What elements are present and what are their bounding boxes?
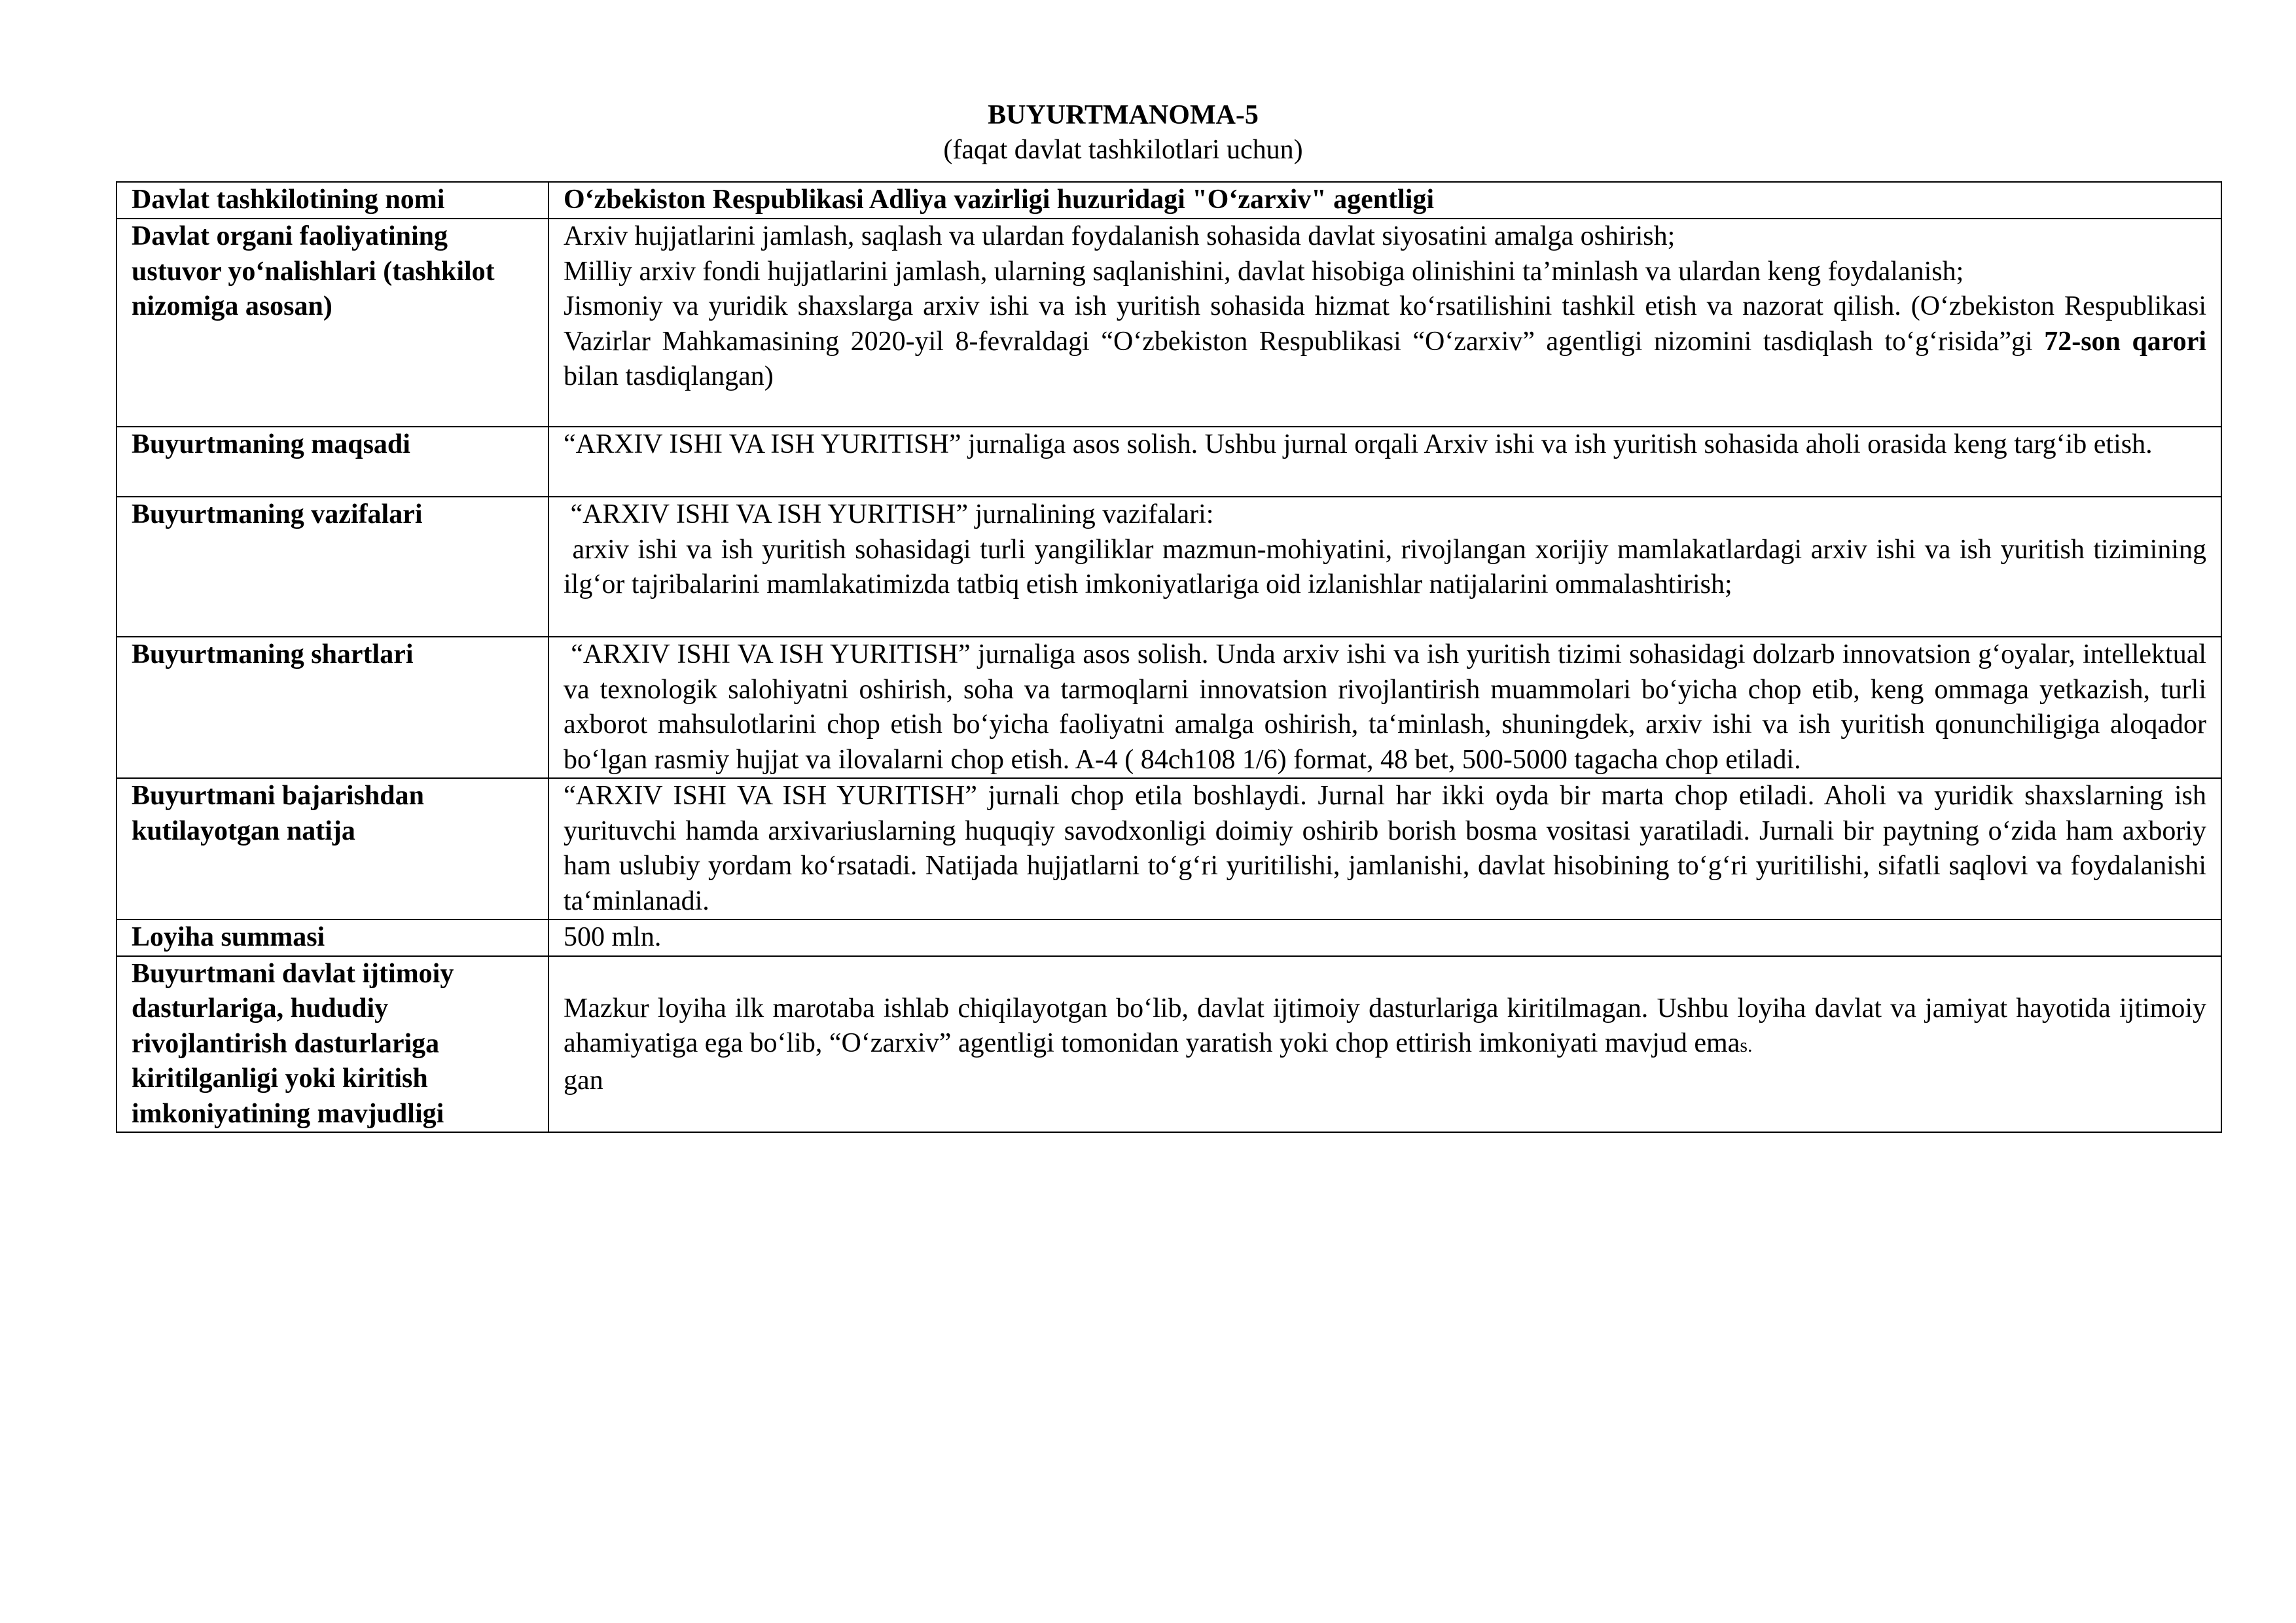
order-table bbox=[116, 181, 2222, 1133]
row-value-goal: “ARXIV ISHI VA ISH YURITISH” jurnaliga asos solish. Ushbu jurnal orqali Arxiv ishi va ish yuritish sohasida aholi orasida keng targ‘ib etish. bbox=[548, 427, 2221, 497]
table-row bbox=[117, 497, 2221, 637]
row-value-expected-result: “ARXIV ISHI VA ISH YURITISH” jurnali chop etila boshlaydi. Jurnal har ikki oyda bir marta chop etiladi. Aholi va yuridik shaxslarning ish yurituvchi hamda arxivariuslarning huquqiy savodxonligi doimiy oshirib borish bosma vositasi yaratiladi. Jurnali bir paytning o‘zida ham axboriy ham uslubiy yordam ko‘rsatadi. Natijada hujjatlarni to‘g‘ri yuritilishi, jamlanishi, davlat hisobining to‘g‘ri yuritilishi, sifatli saqlovi va foydalanishi ta‘minlanadi. bbox=[548, 778, 2221, 919]
row-label-goal: Buyurtmaning maqsadi bbox=[117, 427, 548, 497]
table-row bbox=[117, 219, 2221, 427]
row-label-programs: Buyurtmani davlat ijtimoiy dasturlariga, hududiy rivojlantirish dasturlariga kiritilganligi yoki kiritish imkoniyatining mavjudligi bbox=[117, 956, 548, 1133]
programs-paragraph-1-text: Mazkur loyiha ilk marotaba ishlab chiqilayotgan bo‘lib, davlat ijtimoiy dasturlariga kiritilmagan. Ushbu loyiha davlat va jamiyat hayotida ijtimoiy ahamiyatiga ega bo‘lib, “O‘zarxiv” agentligi tomonidan yaratish yoki chop ettirish imkoniyati mavjud ema bbox=[564, 993, 2206, 1058]
table-row bbox=[117, 778, 2221, 919]
programs-paragraph-1 bbox=[564, 991, 2206, 1063]
row-label-tasks: Buyurtmaning vazifalari bbox=[117, 497, 548, 637]
decree-number: 72-son qarori bbox=[2044, 326, 2207, 357]
tasks-paragraph-2: arxiv ishi va ish yuritish sohasidagi turli yangiliklar mazmun-mohiyatini, rivojlangan xorijiy mamlakatlardagi arxiv ishi va ish yuritish tizimining ilg‘or tajribalarini mamlakatimizda tatbiq etish imkoniyatlariga oid izlanishlar natijalarini ommalashtirish; bbox=[564, 534, 2214, 599]
row-label-expected-result: Buyurtmani bajarishdan kutilayotgan natija bbox=[117, 778, 548, 919]
document-subtitle: (faqat davlat tashkilotlari uchun) bbox=[943, 135, 1303, 165]
row-value-project-sum: 500 mln. bbox=[548, 919, 2221, 956]
row-label-organization: Davlat tashkilotining nomi bbox=[117, 182, 548, 219]
priority-paragraph-3-end: bilan tasdiqlangan) bbox=[564, 361, 774, 391]
row-label-project-sum: Loyiha summasi bbox=[117, 919, 548, 956]
tasks-paragraph-1: “ARXIV ISHI VA ISH YURITISH” jurnalining vazifalari: bbox=[564, 499, 1214, 529]
table-row bbox=[117, 956, 2221, 1133]
row-value-priorities bbox=[548, 219, 2221, 427]
row-value-organization: O‘zbekiston Respublikasi Adliya vazirligi huzuridagi "O‘zarxiv" agentligi bbox=[548, 182, 2221, 219]
row-label-conditions: Buyurtmaning shartlari bbox=[117, 637, 548, 778]
priority-paragraph-3-text: Jismoniy va yuridik shaxslarga arxiv ishi va ish yuritish sohasida hizmat ko‘rsatilishini tashkil etish va nazorat qilish. (O‘zbekiston Respublikasi Vazirlar Mahkamasining 2020-yil 8-fevraldagi “O‘zbekiston Respublikasi “O‘zarxiv” agentligi nizomini tasdiqlash to‘g‘risida”gi bbox=[564, 291, 2206, 357]
table-row bbox=[117, 182, 2221, 219]
row-value-tasks bbox=[548, 497, 2221, 637]
row-value-programs bbox=[548, 956, 2221, 1133]
priority-paragraph-1: Arxiv hujjatlarini jamlash, saqlash va ulardan foydalanish sohasida davlat siyosatini amalga oshirish; bbox=[564, 221, 1676, 251]
row-label-priorities: Davlat organi faoliyatining ustuvor yo‘nalishlari (tashkilot nizomiga asosan) bbox=[117, 219, 548, 427]
table-row bbox=[117, 637, 2221, 778]
programs-paragraph-1-small: s. bbox=[1740, 1035, 1753, 1056]
document-title: BUYURTMANOMA-5 bbox=[988, 100, 1259, 130]
priority-paragraph-2: Milliy arxiv fondi hujjatlarini jamlash, ularning saqlanishini, davlat hisobiga olinishini ta’minlash va ulardan keng foydalanish; bbox=[564, 256, 1964, 287]
priority-paragraph-3 bbox=[564, 289, 2206, 395]
table-row bbox=[117, 919, 2221, 956]
programs-paragraph-2: gan bbox=[564, 1065, 603, 1096]
row-value-conditions: “ARXIV ISHI VA ISH YURITISH” jurnaliga asos solish. Unda arxiv ishi va ish yuritish tizimi sohasidagi dolzarb innovatsion g‘oyalar, intellektual va texnologik salohiyatni oshirish, soha va tarmoqlarni innovatsion rivojlantirish muammolari bo‘yicha chop etib, keng ommaga yetkazish, turli axborot mahsulotlarini chop etish bo‘yicha faoliyatni amalga oshirish, ta‘minlash, shuningdek, arxiv ishi va ish yuritish qonunchiligiga aloqador bo‘lgan rasmiy hujjat va ilovalarni chop etish. A-4 ( 84ch108 1/6) format, 48 bet, 500-5000 tagacha chop etiladi. bbox=[548, 637, 2221, 778]
table-row bbox=[117, 427, 2221, 497]
